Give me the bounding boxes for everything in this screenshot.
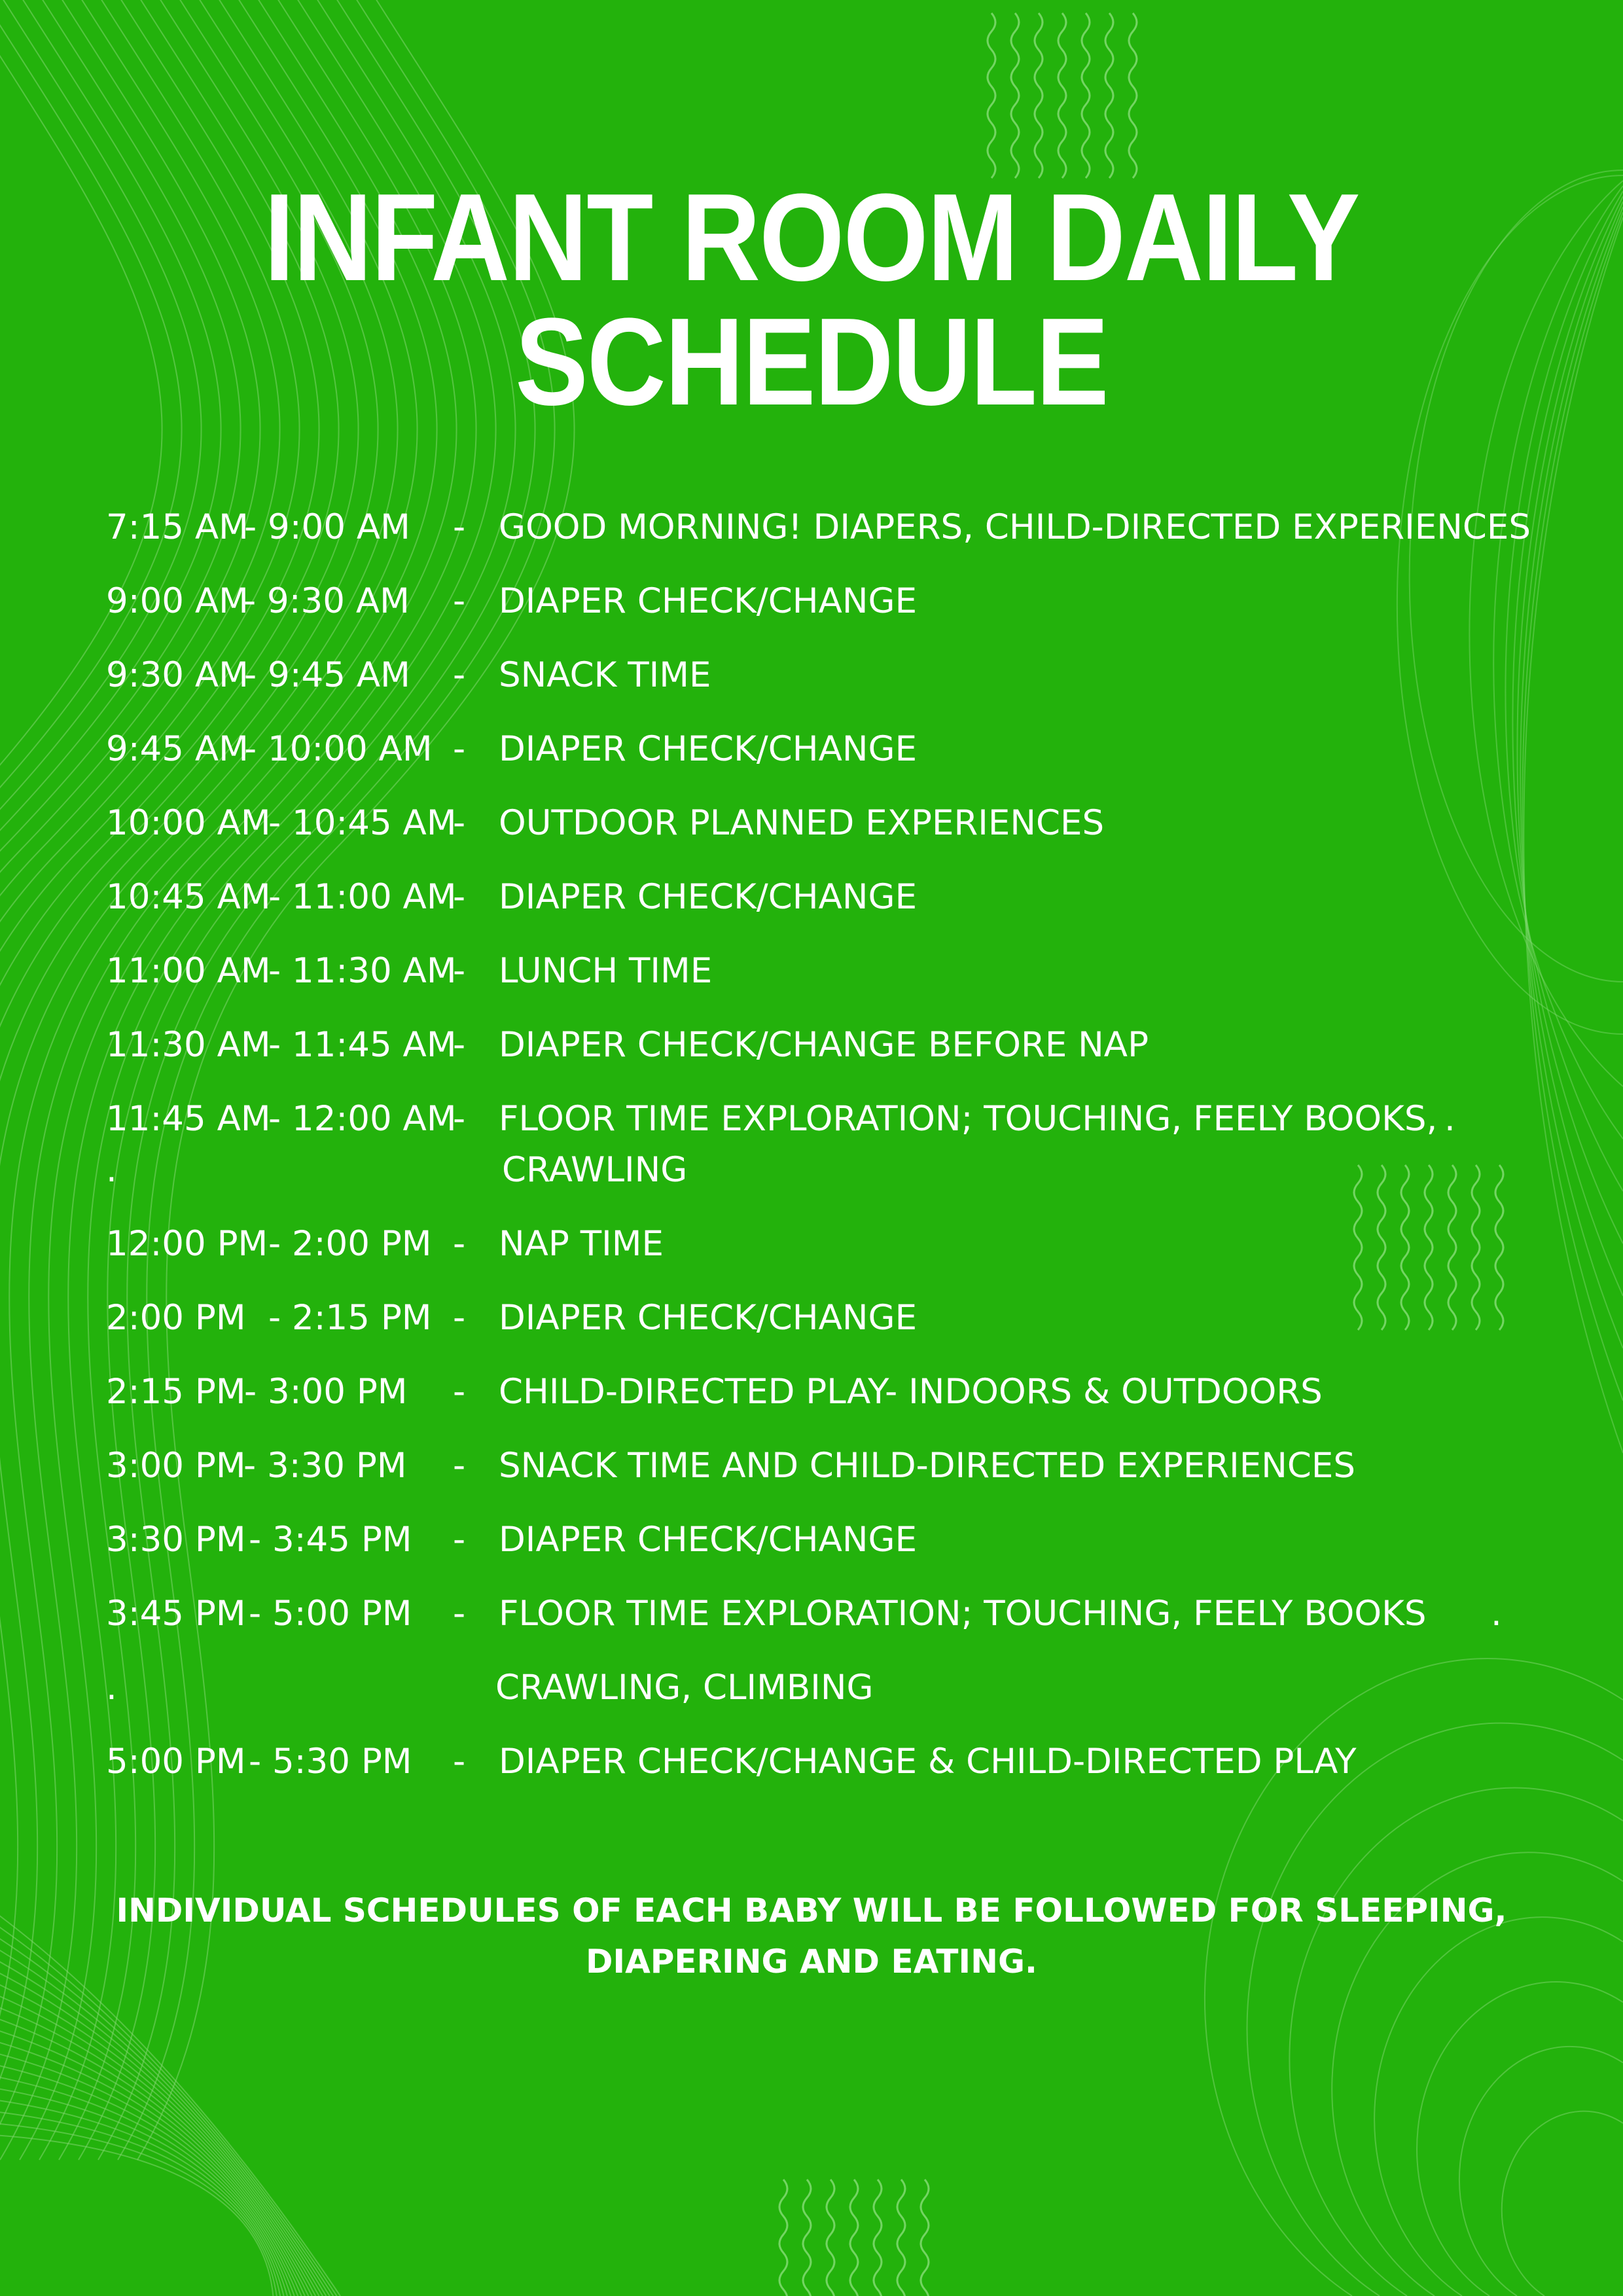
activity: DIAPER CHECK/CHANGE BEFORE NAP [499, 1025, 1149, 1065]
start-time: 9:00 AM [106, 581, 249, 621]
schedule-row [0, 797, 1623, 850]
end-time: - 10:45 AM [268, 803, 457, 843]
activity: DIAPER CHECK/CHANGE [499, 581, 918, 621]
start-time: 2:15 PM [106, 1372, 246, 1412]
activity: CHILD-DIRECTED PLAY- INDOORS & OUTDOORS [499, 1372, 1323, 1412]
start-time: 2:00 PM [106, 1298, 246, 1338]
separator: - [453, 1742, 466, 1782]
start-time: 5:00 PM [106, 1742, 246, 1782]
activity: FLOOR TIME EXPLORATION; TOUCHING, FEELY BOOKS, [499, 1099, 1438, 1139]
end-time: - 3:45 PM [249, 1520, 412, 1560]
separator: - [453, 655, 466, 695]
activity: NAP TIME [499, 1224, 664, 1264]
separator: - [453, 1446, 466, 1486]
start-time: 10:45 AM [106, 877, 271, 917]
start-time: 3:45 PM [106, 1594, 246, 1634]
start-time: 7:15 AM [106, 507, 249, 547]
start-time: 11:00 AM [106, 951, 271, 991]
separator: - [453, 1594, 466, 1634]
separator: - [453, 1025, 466, 1065]
end-time: - 5:00 PM [249, 1594, 412, 1634]
schedule-row [0, 1218, 1623, 1270]
activity: DIAPER CHECK/CHANGE [499, 877, 918, 917]
activity: GOOD MORNING! DIAPERS, CHILD-DIRECTED EXPERIENCES [499, 507, 1531, 547]
start-time: 11:45 AM [106, 1099, 271, 1139]
schedule-row-continuation [0, 1662, 1623, 1714]
separator: - [453, 507, 466, 547]
end-time: - 11:45 AM [268, 1025, 457, 1065]
schedule-row [0, 501, 1623, 554]
separator: - [453, 729, 466, 769]
schedule-row [0, 871, 1623, 924]
end-time: - 3:30 PM [243, 1446, 407, 1486]
activity: DIAPER CHECK/CHANGE [499, 729, 918, 769]
schedule-row [0, 945, 1623, 997]
activity: CRAWLING, CLIMBING [495, 1668, 874, 1708]
schedule-row [0, 1440, 1623, 1492]
schedule-row [0, 1736, 1623, 1788]
separator: - [453, 1298, 466, 1338]
trailing-dot: . [1444, 1099, 1455, 1139]
start-time: 12:00 PM [106, 1224, 268, 1264]
schedule-row [0, 1366, 1623, 1418]
leading-dot: . [106, 1150, 117, 1190]
footer-line-1: INDIVIDUAL SCHEDULES OF EACH BABY WILL BE FOLLOWED FOR SLEEPING, [116, 1892, 1507, 1929]
activity: CRAWLING [502, 1150, 688, 1190]
separator: - [453, 803, 466, 843]
separator: - [453, 1224, 466, 1264]
footer-note [0, 1885, 1623, 1987]
separator: - [453, 951, 466, 991]
start-time: 3:30 PM [106, 1520, 246, 1560]
end-time: - 2:15 PM [268, 1298, 432, 1338]
separator: - [453, 877, 466, 917]
schedule-row [0, 1019, 1623, 1071]
schedule-row [0, 575, 1623, 628]
end-time: - 3:00 PM [244, 1372, 408, 1412]
schedule-row [0, 723, 1623, 776]
activity: LUNCH TIME [499, 951, 713, 991]
separator: - [453, 1099, 466, 1139]
end-time: - 9:45 AM [244, 655, 410, 695]
end-time: - 9:30 AM [243, 581, 410, 621]
schedule-row [0, 649, 1623, 702]
trailing-dot: . [1491, 1594, 1502, 1634]
separator: - [453, 1372, 466, 1412]
activity: FLOOR TIME EXPLORATION; TOUCHING, FEELY BOOKS [499, 1594, 1427, 1634]
activity: SNACK TIME AND CHILD-DIRECTED EXPERIENCES [499, 1446, 1356, 1486]
schedule-row [0, 1292, 1623, 1344]
schedule-row [0, 1093, 1623, 1145]
schedule-row-continuation [0, 1144, 1623, 1196]
end-time: - 12:00 AM [268, 1099, 457, 1139]
activity: OUTDOOR PLANNED EXPERIENCES [499, 803, 1105, 843]
activity: DIAPER CHECK/CHANGE [499, 1520, 918, 1560]
activity: DIAPER CHECK/CHANGE & CHILD-DIRECTED PLAY [499, 1742, 1357, 1782]
end-time: - 11:00 AM [268, 877, 457, 917]
start-time: 9:30 AM [106, 655, 249, 695]
activity: DIAPER CHECK/CHANGE [499, 1298, 918, 1338]
end-time: - 9:00 AM [244, 507, 410, 547]
end-time: - 10:00 AM [244, 729, 433, 769]
start-time: 10:00 AM [106, 803, 271, 843]
start-time: 9:45 AM [106, 729, 249, 769]
end-time: - 5:30 PM [249, 1742, 412, 1782]
page-title: INFANT ROOM DAILY SCHEDULE [264, 168, 1359, 431]
leading-dot: . [106, 1668, 117, 1708]
end-time: - 2:00 PM [268, 1224, 432, 1264]
end-time: - 11:30 AM [268, 951, 457, 991]
schedule-row [0, 1588, 1623, 1640]
separator: - [453, 581, 466, 621]
schedule-row [0, 1514, 1623, 1566]
start-time: 11:30 AM [106, 1025, 271, 1065]
separator: - [453, 1520, 466, 1560]
start-time: 3:00 PM [106, 1446, 246, 1486]
activity: SNACK TIME [499, 655, 711, 695]
footer-line-2: DIAPERING AND EATING. [585, 1943, 1037, 1981]
